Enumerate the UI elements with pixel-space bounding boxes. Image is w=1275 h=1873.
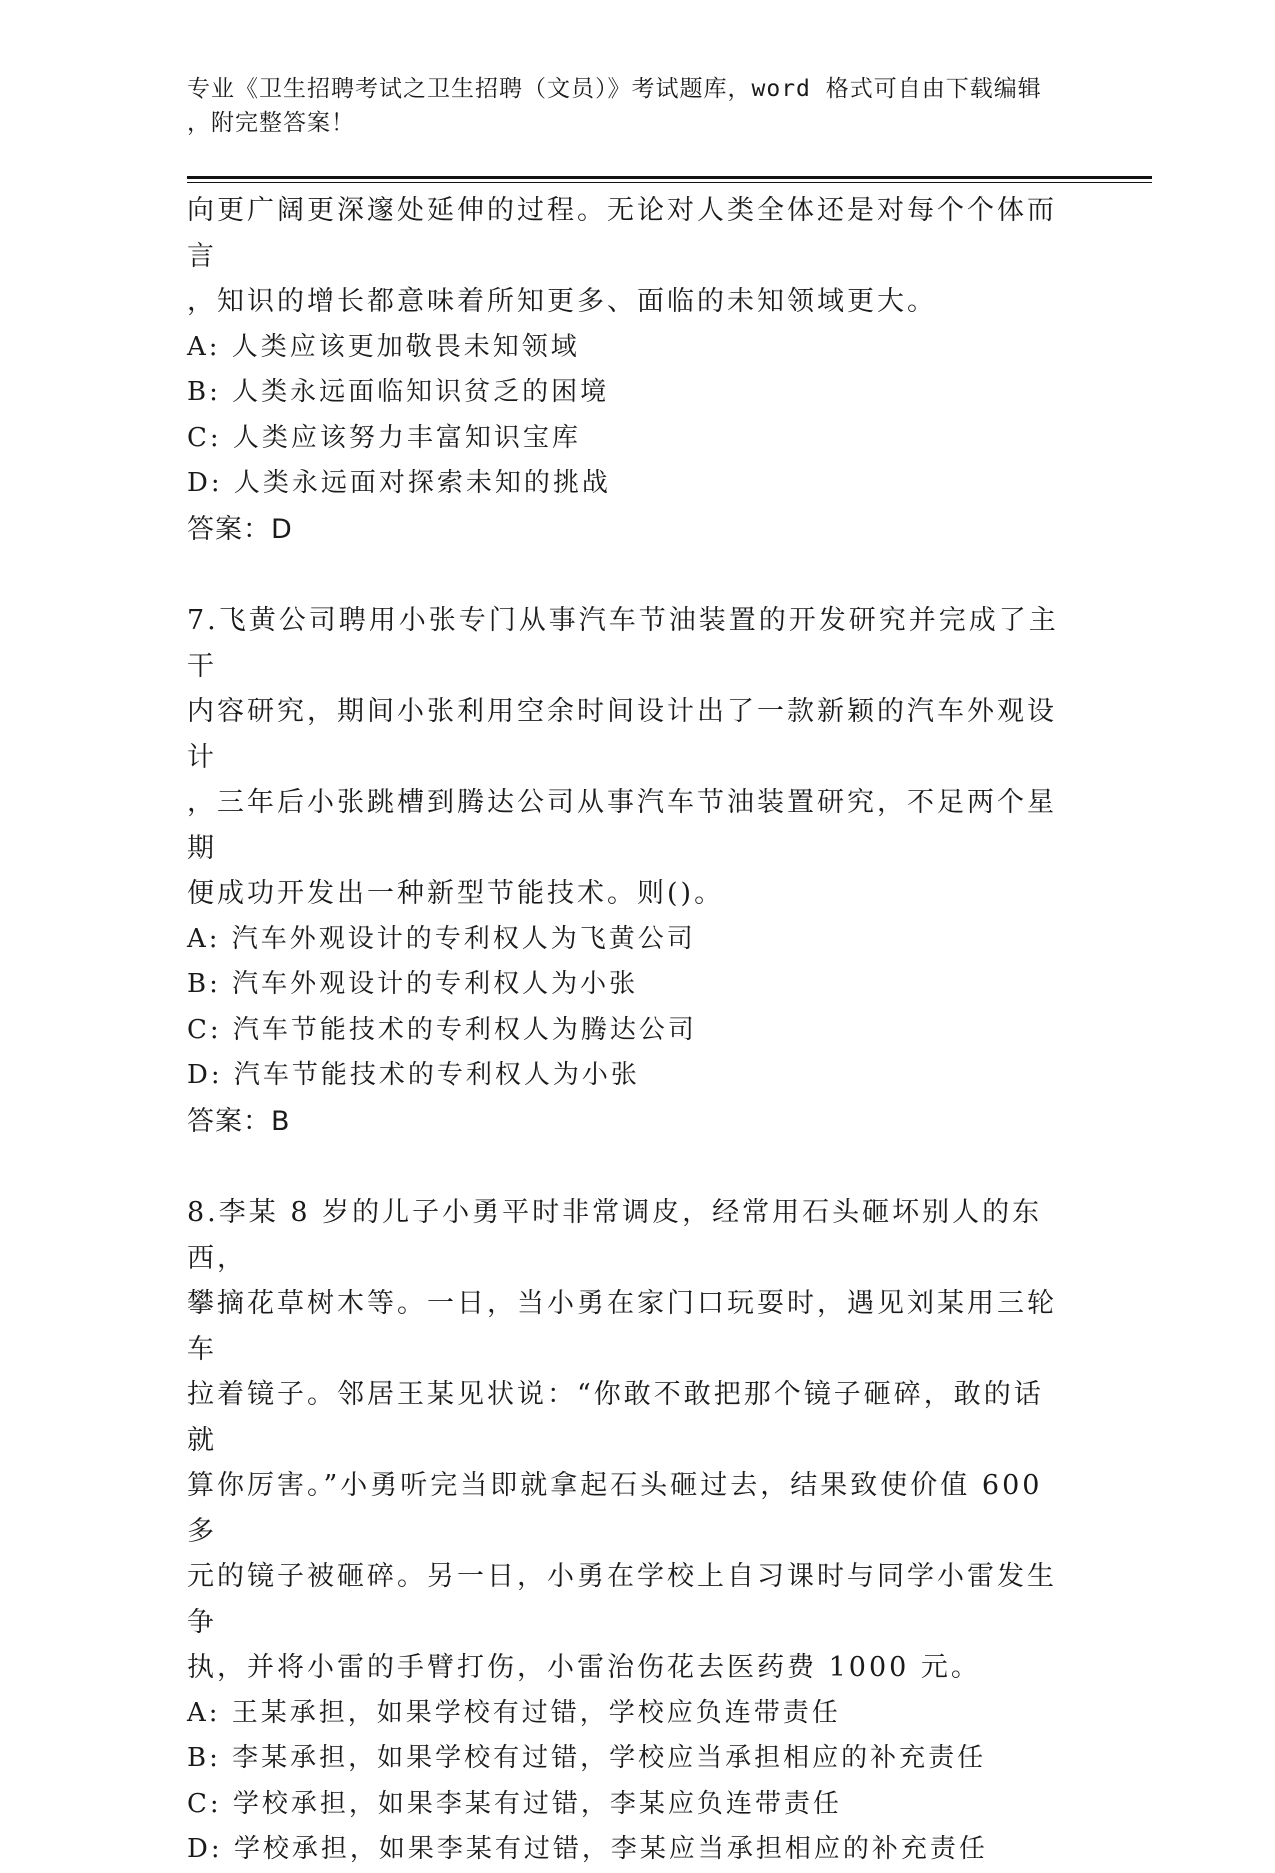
header-line-2: ，附完整答案！ xyxy=(187,110,355,136)
answer: 答案：D xyxy=(187,513,293,545)
question-8 xyxy=(187,1190,1067,1873)
answer: 答案：B xyxy=(187,1105,291,1137)
question-text-line: 算你厉害。”小勇听完当即就拿起石头砸过去，结果致使价值 600 多 xyxy=(187,1470,1043,1547)
option-c: C: 人类应该努力丰富知识宝库 xyxy=(187,422,581,453)
option-d: D: 学校承担，如果李某有过错，李某应当承担相应的补充责任 xyxy=(187,1834,988,1864)
question-text-line: 8.李某 8 岁的儿子小勇平时非常调皮，经常用石头砸坏别人的东西， xyxy=(187,1197,1043,1274)
question-text-line: ，三年后小张跳槽到腾达公司从事汽车节油装置研究，不足两个星期 xyxy=(187,787,1057,864)
question-6 xyxy=(187,188,1067,552)
option-d: D: 汽车节能技术的专利权人为小张 xyxy=(187,1060,640,1090)
header-rule-thick xyxy=(187,176,1152,179)
document-body xyxy=(187,188,1067,1873)
question-text-line: ，知识的增长都意味着所知更多、面临的未知领域更大。 xyxy=(187,286,937,317)
option-b: B: 李某承担，如果学校有过错，学校应当承担相应的补充责任 xyxy=(187,1743,987,1773)
header-rule-thin xyxy=(187,182,1152,183)
option-a: A: 王某承担，如果学校有过错，学校应负连带责任 xyxy=(187,1697,841,1728)
option-a: A: 汽车外观设计的专利权人为飞黄公司 xyxy=(187,923,696,954)
question-text-line: 7.飞黄公司聘用小张专门从事汽车节油装置的开发研究并完成了主干 xyxy=(187,605,1059,682)
option-b: B: 人类永远面临知识贫乏的困境 xyxy=(187,377,610,407)
spacer xyxy=(187,552,1067,598)
document-header xyxy=(187,72,1067,140)
option-d: D: 人类永远面对探索未知的挑战 xyxy=(187,468,611,498)
option-a: A: 人类应该更加敬畏未知领域 xyxy=(187,331,580,362)
question-text-line: 执，并将小雷的手臂打伤，小雷治伤花去医药费 1000 元。 xyxy=(187,1652,981,1683)
question-text-line: 内容研究，期间小张利用空余时间设计出了一款新颖的汽车外观设计 xyxy=(187,696,1057,773)
question-7 xyxy=(187,598,1067,1144)
question-text-line: 拉着镜子。邻居王某见状说：“你敢不敢把那个镜子砸碎，敢的话就 xyxy=(187,1379,1044,1456)
spacer xyxy=(187,1144,1067,1190)
option-b: B: 汽车外观设计的专利权人为小张 xyxy=(187,969,639,999)
question-text-line: 攀摘花草树木等。一日，当小勇在家门口玩耍时，遇见刘某用三轮车 xyxy=(187,1288,1057,1365)
header-line-1: 专业《卫生招聘考试之卫生招聘（文员）》考试题库，word 格式可自由下载编辑 xyxy=(187,76,1042,102)
question-text-line: 元的镜子被砸碎。另一日，小勇在学校上自习课时与同学小雷发生争 xyxy=(187,1561,1057,1638)
question-text-line: 向更广阔更深邃处延伸的过程。无论对人类全体还是对每个个体而言 xyxy=(187,195,1057,272)
option-c: C: 学校承担，如果李某有过错，李某应负连带责任 xyxy=(187,1788,842,1819)
question-text-line: 便成功开发出一种新型节能技术。则()。 xyxy=(187,878,725,909)
option-c: C: 汽车节能技术的专利权人为腾达公司 xyxy=(187,1014,697,1045)
